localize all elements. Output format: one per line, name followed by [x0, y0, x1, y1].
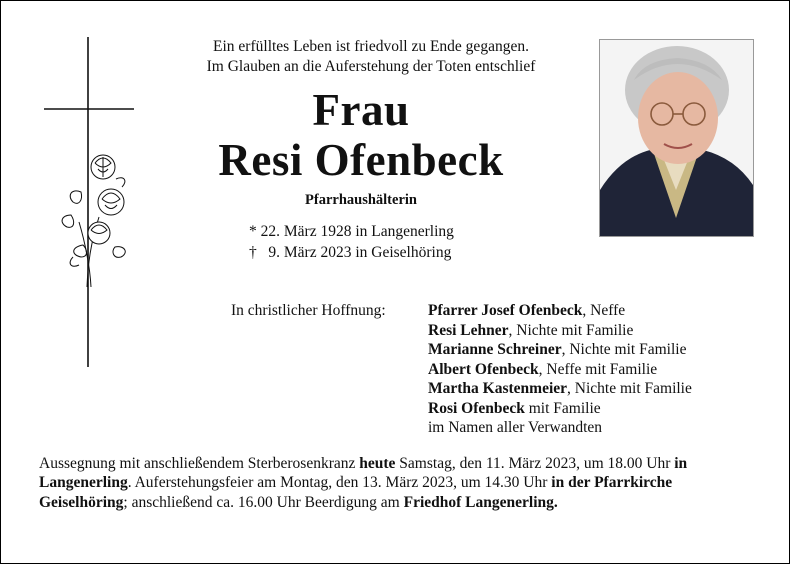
- portrait-photo: [599, 39, 754, 237]
- mourner-entry: Resi Lehner, Nichte mit Familie: [428, 321, 634, 339]
- death-date: 9. März 2023 in Geiselhöring: [268, 244, 452, 261]
- mourner-entry: Pfarrer Josef Ofenbeck, Neffe: [428, 302, 626, 319]
- mourner-entry: Albert Ofenbeck, Neffe mit Familie: [428, 360, 658, 378]
- intro-text: [121, 37, 621, 77]
- intro-line-2: Im Glauben an die Auferstehung der Toten entschlief: [206, 58, 536, 75]
- birth-line: [249, 221, 454, 242]
- intro-line-1: Ein erfülltes Leben ist friedvoll zu Ende gegangen.: [213, 38, 529, 55]
- mourner-entry: im Namen aller Verwandten: [428, 419, 603, 436]
- salutation: Frau: [312, 85, 410, 135]
- cross-with-roses-icon: [41, 37, 141, 369]
- death-symbol: †: [249, 244, 257, 261]
- mourners-list: [428, 301, 692, 438]
- mourners-label: In christlicher Hoffnung:: [231, 302, 386, 319]
- life-dates: [249, 221, 454, 263]
- mourner-entry: Martha Kastenmeier, Nichte mit Familie: [428, 380, 692, 397]
- deceased-name: Resi Ofenbeck: [218, 135, 504, 185]
- mourner-entry: Rosi Ofenbeck mit Familie: [428, 399, 601, 417]
- death-line: [249, 242, 454, 263]
- deceased-role: Pfarrhaushälterin: [305, 192, 417, 208]
- mourner-entry: Marianne Schreiner, Nichte mit Familie: [428, 341, 687, 358]
- funeral-announcement: Aussegnung mit anschließendem Sterberosenkranz heute Samstag, den 11. März 2023, um 18.00 Uhr in Langenerling. Auferstehungsfeier am Montag, den 13. März 2023, um 14.30 Uhr in der Pfarrkirche Geiselhöring; anschließend ca. 16.00 Uhr Beerdigung am Friedhof Langenerling.: [39, 455, 688, 511]
- birth-symbol: *: [249, 223, 257, 240]
- birth-date: 22. März 1928 in Langenerling: [260, 223, 454, 240]
